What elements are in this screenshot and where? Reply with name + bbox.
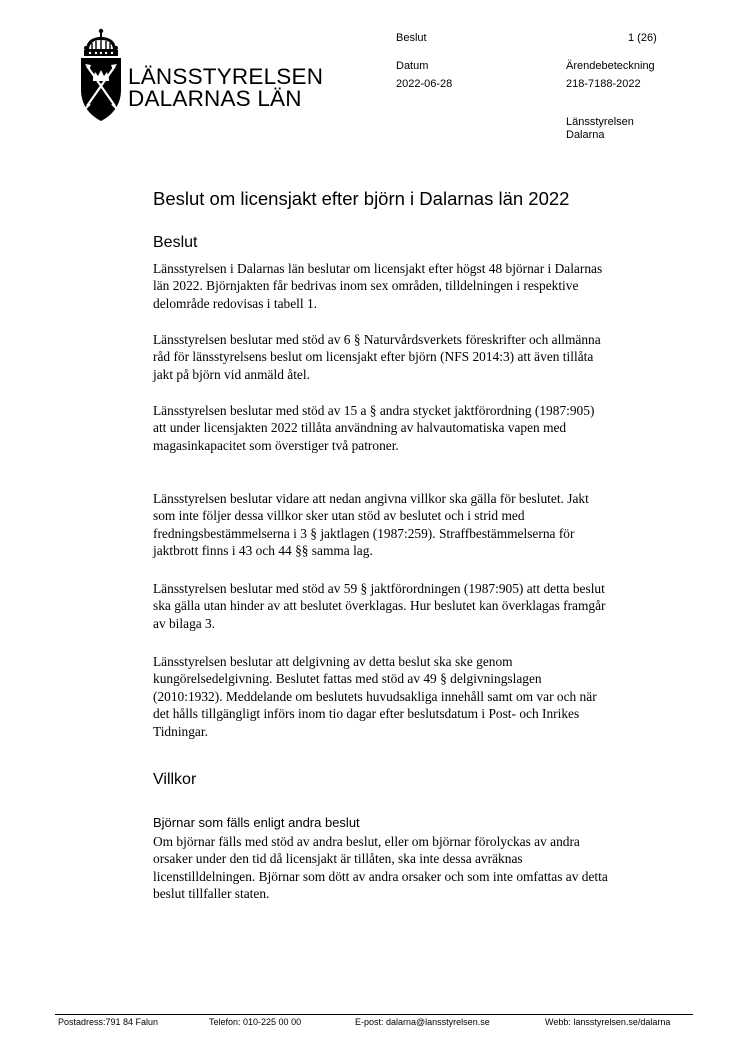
authority-region: Dalarna xyxy=(566,129,605,141)
footer-website[interactable]: Webb: lansstyrelsen.se/dalarna xyxy=(545,1017,671,1027)
logo-line-1: LÄNSSTYRELSEN xyxy=(128,64,324,89)
date-label: Datum xyxy=(396,60,429,72)
date-value: 2022-06-28 xyxy=(396,78,453,90)
document-title: Beslut om licensjakt efter björn i Dalarnas län 2022 xyxy=(153,188,570,209)
section-heading-villkor: Villkor xyxy=(153,771,197,788)
paragraph: Om björnar fälls med stöd av andra beslut, eller om björnar förolyckas av andra orsaker under den tid då licensjakt är tillåten, ska inte dessa avräknas licenstilldelningen. Björnar som dött av andra orsaker och som inte omfattas av detta beslut tillfaller staten. xyxy=(153,834,608,902)
footer-divider xyxy=(55,1014,693,1015)
agency-logo xyxy=(78,28,324,124)
footer-address: Postadress:791 84 Falun xyxy=(58,1017,159,1027)
paragraph: Länsstyrelsen beslutar med stöd av 6 § Naturvårdsverkets föreskrifter och allmänna råd för länsstyrelsens beslut om licensjakt efter björn (NFS 2014:3) att även tillåta jakt på björn vid anmäld åtel. xyxy=(153,332,601,382)
authority-name: Länsstyrelsen xyxy=(566,116,634,128)
case-number-label: Ärendebeteckning xyxy=(566,60,655,72)
paragraph: Länsstyrelsen beslutar att delgivning av detta beslut ska ske genom kungörelsedelgivning. Beslutet fattas med stöd av 49 § delgivningslagen (2010:1932). Meddelande om beslutets huvudsakliga innehåll samt om var och när det hålls tillgängligt införs inom tio dagar efter beslutsdatum i Post- och Inrikes Tidningar. xyxy=(153,654,597,739)
subsection-heading: Björnar som fälls enligt andra beslut xyxy=(153,815,360,830)
document-type: Beslut xyxy=(396,32,427,44)
section-heading-beslut: Beslut xyxy=(153,234,198,251)
paragraph: Länsstyrelsen beslutar med stöd av 15 a § andra stycket jaktförordning (1987:905) att under licensjakten 2022 tillåta användning av halvautomatiska vapen med magasinkapacitet som överstiger två patroner. xyxy=(153,403,595,453)
footer-email[interactable]: E-post: dalarna@lansstyrelsen.se xyxy=(355,1017,490,1027)
case-number-value: 218-7188-2022 xyxy=(566,78,641,90)
paragraph: Länsstyrelsen beslutar vidare att nedan angivna villkor ska gälla för beslutet. Jakt som inte följer dessa villkor sker utan stöd av beslutet och i strid med fredningsbestämmelserna i 3 § jaktlagen (1987:259). Straffbestämmelserna för jaktbrott finns i 43 och 44 §§ samma lag. xyxy=(153,491,589,559)
page-number: 1 (26) xyxy=(628,32,657,44)
paragraph: Länsstyrelsen beslutar med stöd av 59 § jaktförordningen (1987:905) att detta beslut ska gälla utan hinder av att beslutet överklagas. Hur beslutet kan överklagas framgår av bilaga 3. xyxy=(153,581,606,631)
logo-line-2: DALARNAS LÄN xyxy=(128,86,302,111)
paragraph: Länsstyrelsen i Dalarnas län beslutar om licensjakt efter högst 48 björnar i Dalarnas län 2022. Björnjakten får bedrivas inom sex områden, tilldelningen i respektive delområde redovisas i tabell 1. xyxy=(153,261,603,311)
footer-phone: Telefon: 010-225 00 00 xyxy=(209,1017,302,1027)
coat-of-arms-icon xyxy=(78,28,124,124)
